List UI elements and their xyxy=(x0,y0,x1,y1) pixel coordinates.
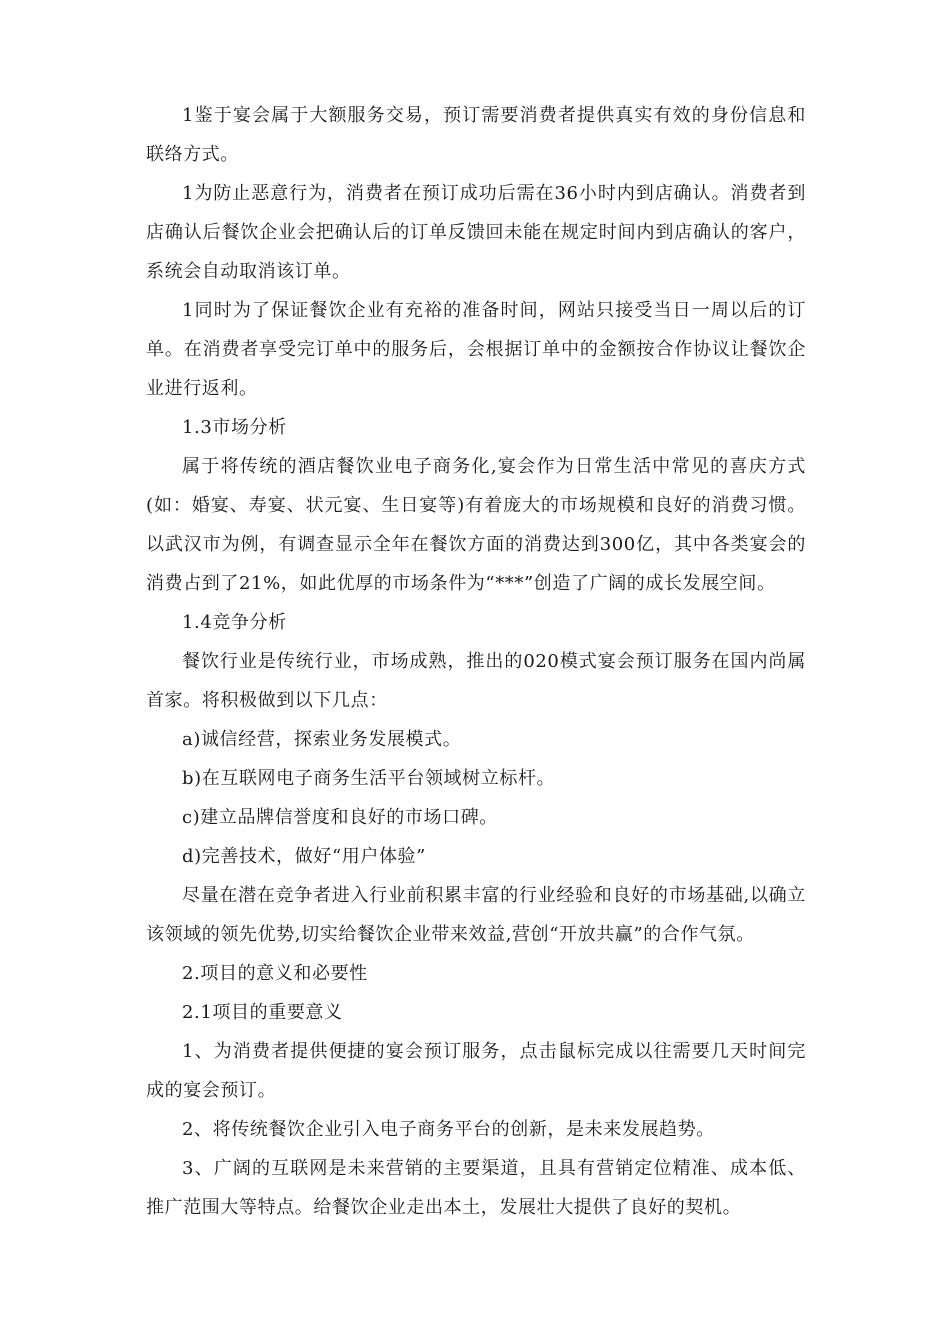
paragraph-point-2: 2、将传统餐饮企业引入电子商务平台的创新，是未来发展趋势。 xyxy=(182,1119,715,1140)
list-item-b: b)在互联网电子商务生活平台领域树立标杆。 xyxy=(182,768,556,789)
paragraph-order-timing: 1同时为了保证餐饮企业有充裕的准备时间，网站只接受当日一周以后的订单。在消费者享受完订单中的服务后，会根据订单中的金额按合作协议让餐饮企业进行返利。 xyxy=(146,300,806,399)
document-page xyxy=(146,96,806,1227)
list-item-a: a)诚信经营，探索业务发展模式。 xyxy=(182,729,462,750)
paragraph-market-analysis: 属于将传统的酒店餐饮业电子商务化,宴会作为日常生活中常见的喜庆方式(如：婚宴、寿宴、状元宴、生日宴等)有着庞大的市场规模和良好的消费习惯。以武汉市为例，有调查显示全年在餐饮方面的消费达到300亿，其中各类宴会的消费占到了21%，如此优厚的市场条件为“***”创造了广阔的成长发展空间。 xyxy=(146,456,806,594)
paragraph-identity-info: 1鉴于宴会属于大额服务交易，预订需要消费者提供真实有效的身份信息和联络方式。 xyxy=(146,105,806,165)
subsection-heading-importance: 2.1项目的重要意义 xyxy=(182,1002,343,1023)
paragraph-point-1: 1、为消费者提供便捷的宴会预订服务，点击鼠标完成以往需要几天时间完成的宴会预订。 xyxy=(146,1041,806,1101)
section-heading-competition-analysis: 1.4竞争分析 xyxy=(182,612,287,633)
section-heading-market-analysis: 1.3市场分析 xyxy=(182,417,287,438)
list-item-c: c)建立品牌信誉度和良好的市场口碑。 xyxy=(182,807,498,828)
paragraph-point-3: 3、广阔的互联网是未来营销的主要渠道，且具有营销定位精准、成本低、推广范围大等特点。给餐饮企业走出本土，发展壮大提供了良好的契机。 xyxy=(146,1158,806,1218)
paragraph-competitive-advantage: 尽量在潜在竞争者进入行业前积累丰富的行业经验和良好的市场基础,以确立该领域的领先优势,切实给餐饮企业带来效益,营创“开放共赢”的合作气氛。 xyxy=(146,885,806,945)
section-heading-project-significance: 2.项目的意义和必要性 xyxy=(182,963,368,984)
paragraph-competition-intro: 餐饮行业是传统行业，市场成熟，推出的020模式宴会预订服务在国内尚属首家。将积极做到以下几点： xyxy=(146,651,806,711)
paragraph-store-confirmation: 1为防止恶意行为，消费者在预订成功后需在36小时内到店确认。消费者到店确认后餐饮企业会把确认后的订单反馈回未能在规定时间内到店确认的客户，系统会自动取消该订单。 xyxy=(146,183,806,282)
list-item-d: d)完善技术，做好“用户体验” xyxy=(182,846,426,867)
